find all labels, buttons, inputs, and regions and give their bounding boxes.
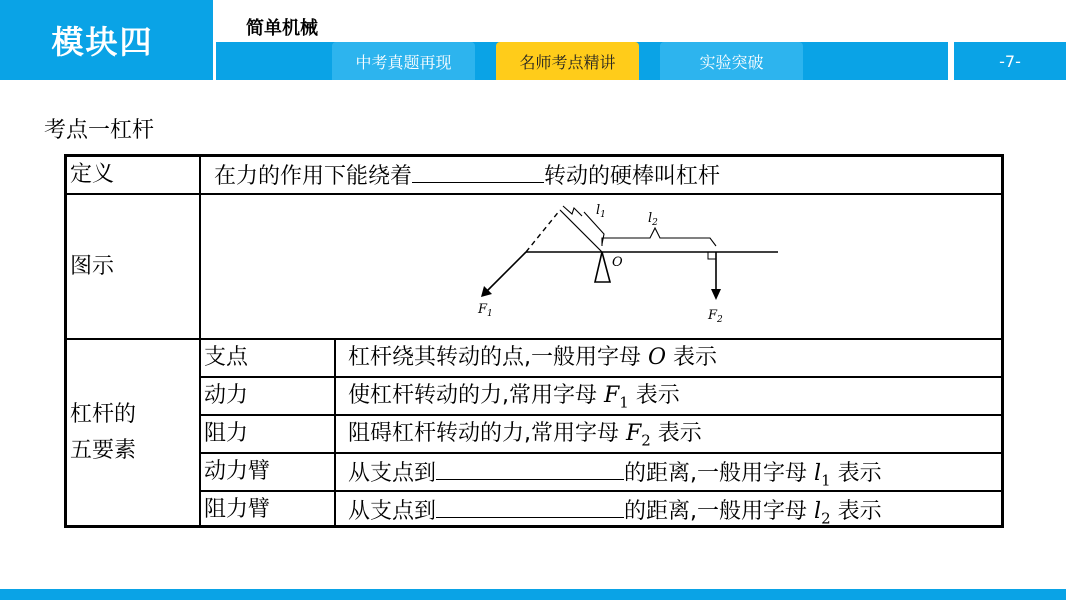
elements-label-2: 五要素 — [70, 438, 137, 463]
definition-label: 定义 — [70, 162, 115, 187]
term-resistance: 阻力 — [204, 421, 249, 446]
term-effort: 动力 — [204, 383, 249, 408]
table-divider — [200, 452, 1002, 454]
desc-resistance: 阻碍杠杆转动的力,常用字母 $F_2$ 表示 — [348, 421, 702, 450]
table-divider — [200, 414, 1002, 416]
page-number: -7- — [954, 42, 1066, 80]
definition-blank[interactable] — [412, 164, 544, 183]
definition-before: 在力的作用下能绕着 — [214, 164, 413, 189]
module-badge — [0, 0, 213, 80]
figure-label: 图示 — [70, 254, 115, 279]
effort-arm-blank[interactable] — [436, 461, 624, 480]
desc-effort: 使杠杆转动的力,常用字母 $F_1$ 表示 — [348, 383, 680, 412]
chapter-title: 简单机械 — [246, 18, 318, 39]
lever-diagram — [460, 198, 800, 330]
table-divider — [66, 338, 1002, 340]
bottom-bar — [0, 589, 1066, 600]
nav-bar — [216, 42, 948, 80]
desc-resistance-arm: 从支点到 的距离,一般用字母 $l_2$ 表示 — [348, 499, 882, 528]
module-title: 模块四 — [51, 23, 154, 61]
tab-exam-review[interactable]: 中考真题再现 — [332, 42, 475, 80]
right-angle-mark — [708, 252, 716, 259]
table-divider — [66, 193, 1002, 195]
resistance-arm-blank[interactable] — [436, 499, 624, 518]
f1-arrow — [485, 252, 526, 293]
table-divider — [200, 490, 1002, 492]
desc-effort-arm: 从支点到 的距离,一般用字母 $l_1$ 表示 — [348, 461, 882, 490]
tab-key-points[interactable]: 名师考点精讲 — [496, 42, 639, 80]
f1-line-extension — [526, 210, 560, 252]
f1-label: $F_1$ — [478, 302, 493, 319]
elements-label-1: 杠杆的 — [70, 402, 137, 427]
table-divider — [334, 339, 336, 525]
term-pivot: 支点 — [204, 345, 249, 370]
tab-experiments[interactable]: 实验突破 — [660, 42, 803, 80]
table-divider — [200, 376, 1002, 378]
pivot-label: O — [612, 255, 623, 270]
desc-pivot: 杠杆绕其转动的点,一般用字母 O 表示 — [348, 345, 718, 370]
f2-arrowhead — [711, 289, 721, 300]
f2-label: $F_2$ — [708, 308, 723, 325]
definition-after: 转动的硬棒叫杠杆 — [544, 164, 721, 189]
l2-brace — [602, 228, 716, 246]
term-resistance-arm: 阻力臂 — [204, 497, 271, 522]
l2-label: $l_2$ — [648, 211, 658, 228]
pivot-triangle — [595, 252, 610, 282]
section-heading: 考点一杠杆 — [44, 118, 155, 143]
term-effort-arm: 动力臂 — [204, 459, 271, 484]
table-divider — [199, 157, 201, 525]
definition-text — [214, 164, 720, 188]
l1-label: $l_1$ — [596, 203, 606, 220]
